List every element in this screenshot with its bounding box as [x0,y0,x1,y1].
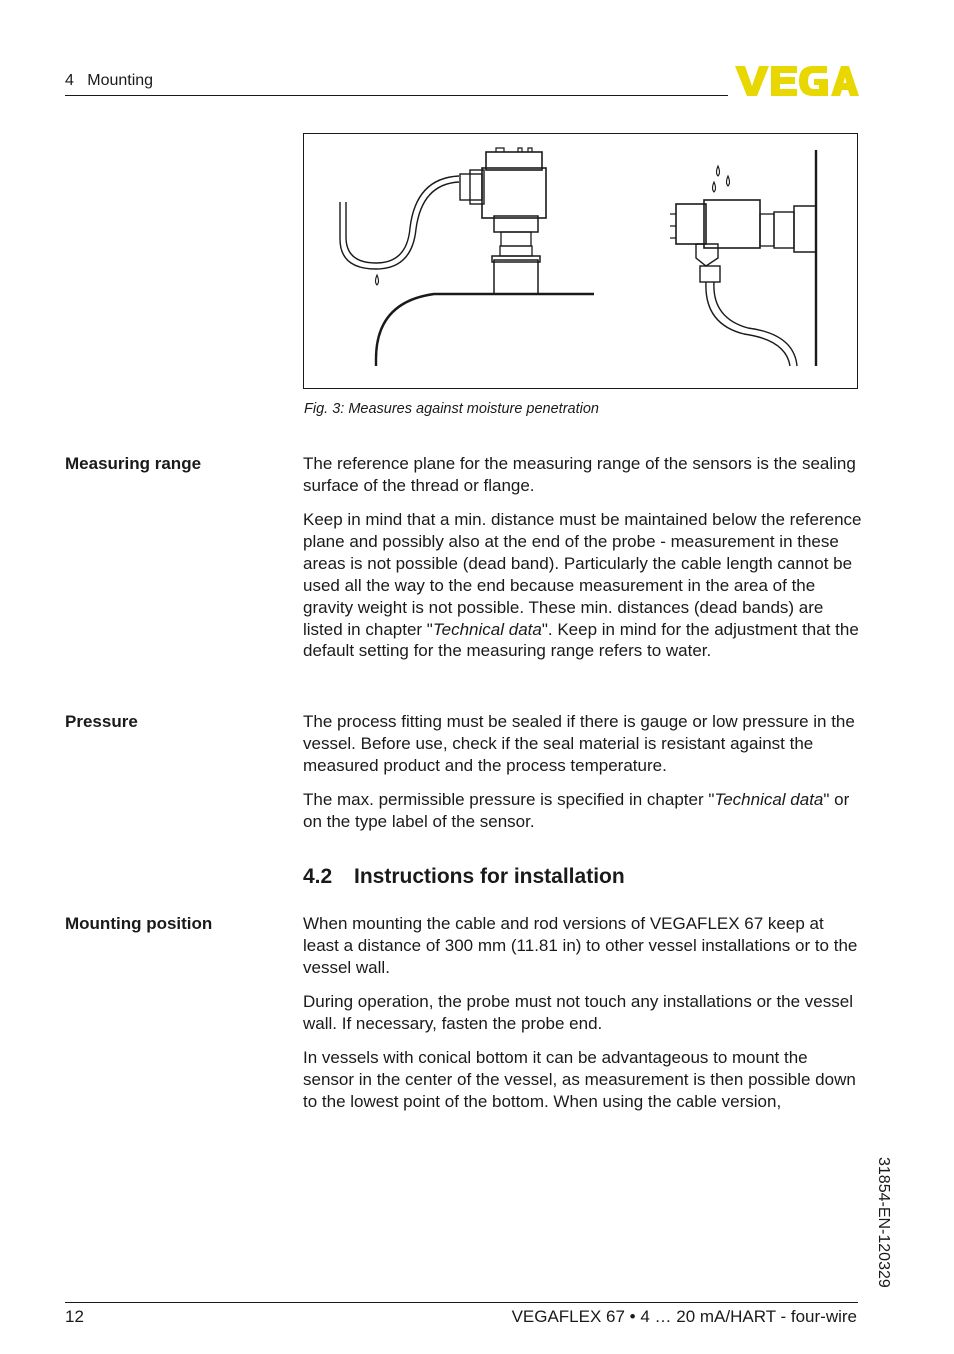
measuring-range-paragraph-2: Keep in mind that a min. distance must be maintained below the reference plane and possibly also at the end of the probe - measurement in these areas is not possible (dead band). Particularly the cable length cannot be used all the way to the end because measurement in the area of the gravity weight is not possible. These min. distances (dead bands) are listed in chapter "Technical data". Keep in mind for the adjustment that the default setting for the measuring range refers to water. [303,510,862,661]
mounting-position-paragraph-2: During operation, the probe must not touch any installations or the vessel wall. If necessary, fasten the probe end. [303,992,853,1033]
label-pressure: Pressure [65,712,138,731]
mounting-position-paragraph-3: In vessels with conical bottom it can be advantageous to mount the sensor in the center of the vessel, as measurement is then possible down to the lowest point of the bottom. When using the cable version, [303,1048,856,1111]
figure-caption: Fig. 3: Measures against moisture penetration [304,401,599,417]
section-title: Instructions for installation [354,865,625,888]
pressure-paragraph-1: The process fitting must be sealed if there is gauge or low pressure in the vessel. Before use, check if the seal material is resistant against the measured product and the process temperature. [303,712,855,775]
page-number: 12 [65,1307,84,1326]
footer-rule [65,1302,858,1303]
vega-logo [735,66,859,96]
mounting-position-paragraph-1: When mounting the cable and rod versions of VEGAFLEX 67 keep at least a distance of 300 mm (11.81 in) to other vessel installations or to the vessel wall. [303,914,858,977]
pressure-paragraph-2: The max. permissible pressure is specified in chapter "Technical data" or on the type label of the sensor. [303,790,850,831]
header-section-title: 4 Mounting [65,72,154,89]
label-measuring-range: Measuring range [65,454,202,473]
footer-product: VEGAFLEX 67 • 4 … 20 mA/HART - four-wire [511,1307,857,1326]
moisture-illustration [304,134,857,388]
measuring-range-paragraph-1: The reference plane for the measuring range of the sensors is the sealing surface of the thread or flange. [303,454,856,495]
section-heading [303,865,625,889]
header-rule [65,95,728,96]
label-mounting-position: Mounting position [65,914,213,933]
section-number: 4.2 [303,865,333,888]
figure-moisture [303,133,858,389]
document-number: 31854-EN-120329 [875,1157,892,1288]
